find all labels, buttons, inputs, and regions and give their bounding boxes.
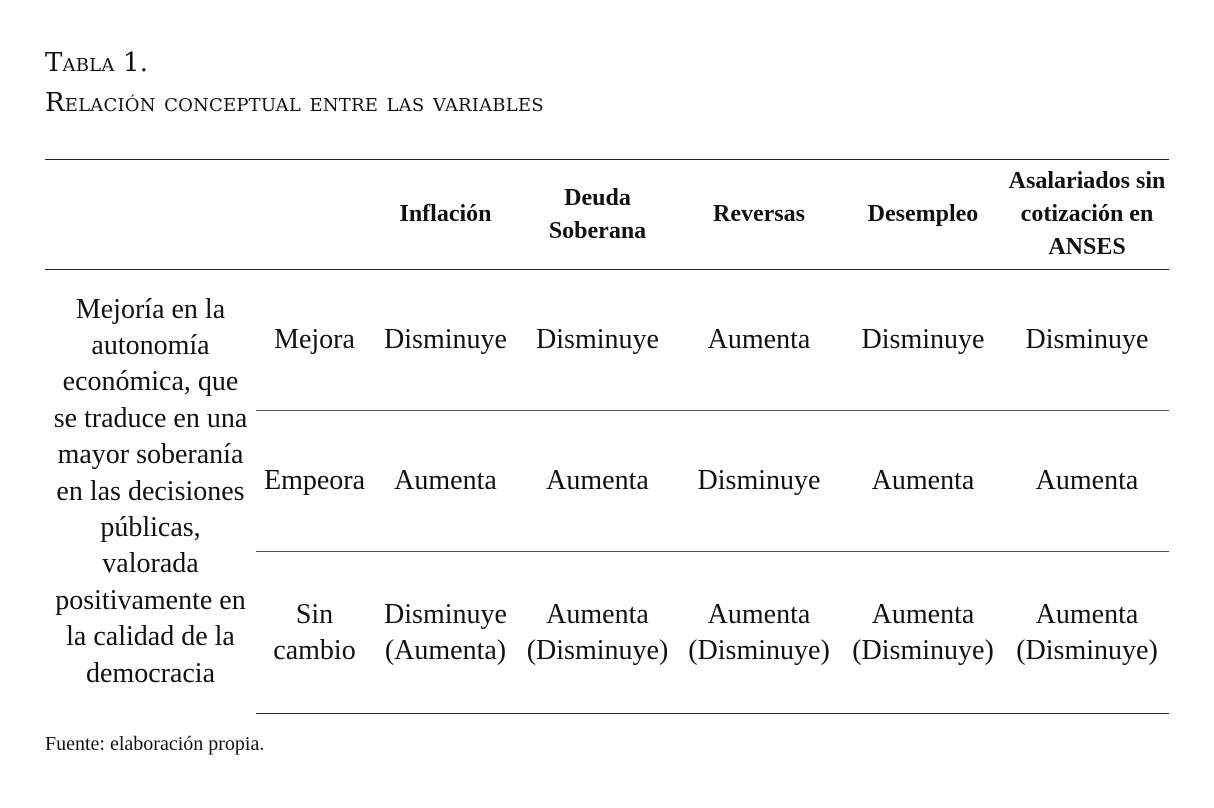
table-cell: Aumenta	[518, 411, 677, 552]
table-cell: Aumenta	[677, 270, 841, 411]
table-cell: Aumenta	[841, 411, 1005, 552]
table-cell: Disminuye	[1005, 270, 1169, 411]
row-label: Sin cambio	[256, 552, 373, 714]
table-cell: Disminuye	[373, 270, 518, 411]
header-reversas: Reversas	[677, 160, 841, 270]
table-number: Tabla 1.	[45, 48, 149, 78]
header-row	[45, 160, 1169, 270]
table-cell: Aumenta (Disminuye)	[677, 552, 841, 714]
header-cell-empty	[45, 160, 256, 270]
variables-table	[45, 159, 1169, 714]
table-cell: Aumenta	[373, 411, 518, 552]
table-cell: Disminuye	[841, 270, 1005, 411]
table-cell: Aumenta (Disminuye)	[841, 552, 1005, 714]
table-title: Relación conceptual entre las variables	[45, 88, 544, 118]
header-inflacion: Inflación	[373, 160, 518, 270]
header-desempleo: Desempleo	[841, 160, 1005, 270]
header-asalariados: Asalariados sin cotización en ANSES	[1005, 160, 1169, 270]
table-cell: Aumenta (Disminuye)	[518, 552, 677, 714]
row-label: Mejora	[256, 270, 373, 411]
table-cell: Aumenta (Disminuye)	[1005, 552, 1169, 714]
table-row	[45, 270, 1169, 411]
table-cell: Aumenta	[1005, 411, 1169, 552]
row-label: Empeora	[256, 411, 373, 552]
table-cell: Disminuye (Aumenta)	[373, 552, 518, 714]
row-group-label: Mejoría en la autonomía económica, que se traduce en una mayor soberanía en las decisiones públicas, valorada positivamente en la calidad de la democracia	[53, 293, 248, 689]
table-cell: Disminuye	[677, 411, 841, 552]
header-deuda-soberana: Deuda Soberana	[518, 160, 677, 270]
table-cell: Disminuye	[518, 270, 677, 411]
table-source-note: Fuente: elaboración propia.	[45, 733, 265, 755]
header-cell-empty	[256, 160, 373, 270]
